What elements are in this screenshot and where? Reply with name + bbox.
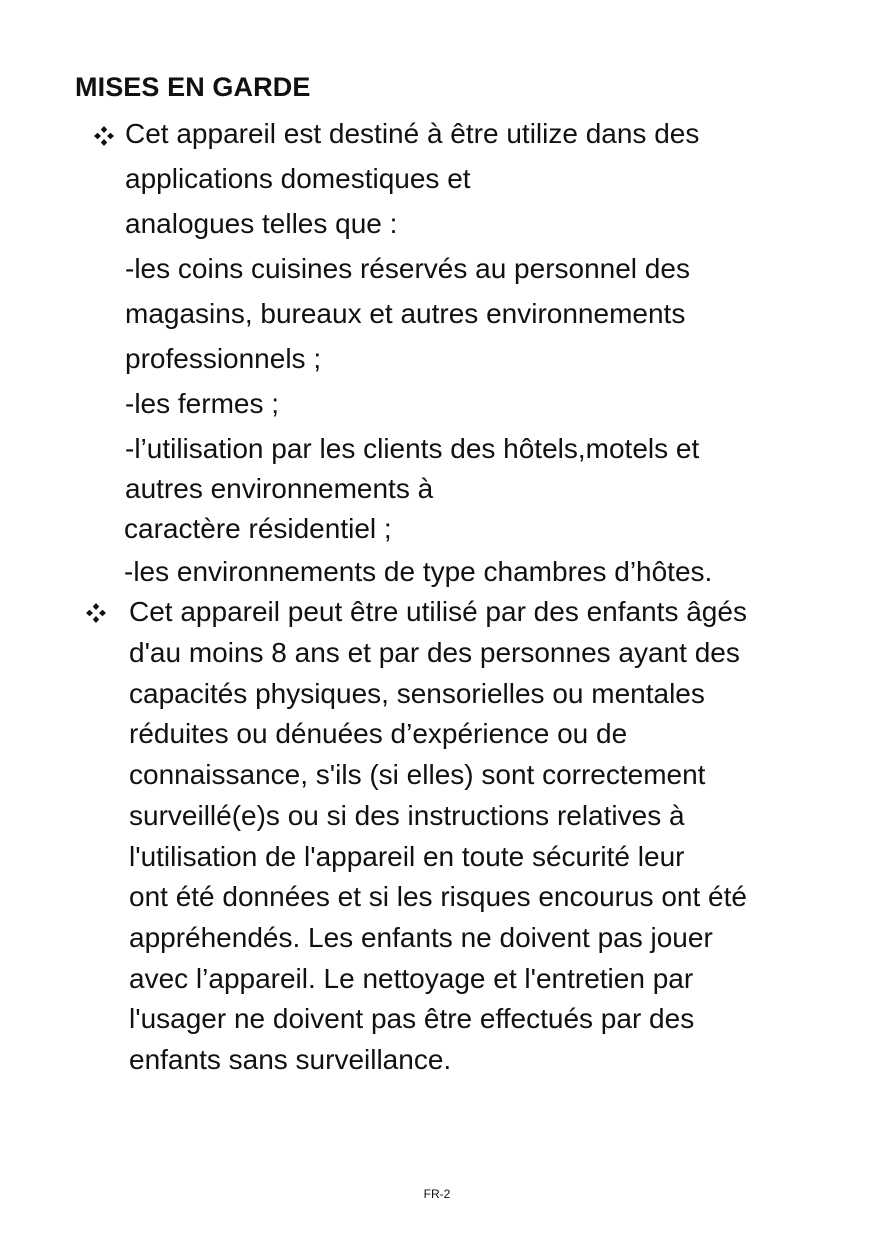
bullet1-line: -l’utilisation par les clients des hôtels,motels et (125, 433, 700, 464)
page-title: MISES EN GARDE (75, 72, 311, 102)
bullet1-line: analogues telles que : (125, 208, 398, 239)
bullet1-line: professionnels ; (125, 343, 322, 374)
bullet2-line: Cet appareil peut être utilisé par des enfants âgés (129, 596, 747, 627)
bullet1-line: caractère résidentiel ; (124, 513, 392, 544)
diamond-bullet-icon (92, 124, 116, 148)
bullet2-line: capacités physiques, sensorielles ou mentales (129, 678, 705, 709)
bullet2-line: d'au moins 8 ans et par des personnes ayant des (129, 637, 740, 668)
bullet2-line: l'utilisation de l'appareil en toute sécurité leur (129, 841, 685, 872)
bullet2-line: avec l’appareil. Le nettoyage et l'entretien par (129, 963, 694, 994)
bullet1-line: magasins, bureaux et autres environnements (125, 298, 686, 329)
page-number: FR-2 (423, 1187, 451, 1201)
diamond-bullet-icon (84, 601, 108, 625)
bullet1-line: -les fermes ; (125, 388, 280, 419)
bullet2-line: l'usager ne doivent pas être effectués par des (129, 1003, 695, 1034)
bullet2-line: appréhendés. Les enfants ne doivent pas jouer (129, 922, 713, 953)
bullet1-line: autres environnements à (125, 473, 434, 504)
bullet1-line: -les coins cuisines réservés au personnel des (125, 253, 690, 284)
bullet1-line: applications domestiques et (125, 163, 471, 194)
bullet1-line: Cet appareil est destiné à être utilize dans des (125, 118, 700, 149)
bullet2-line: ont été données et si les risques encourus ont été (129, 881, 747, 912)
bullet2-line: surveillé(e)s ou si des instructions relatives à (129, 800, 685, 831)
bullet2-line: enfants sans surveillance. (129, 1044, 452, 1075)
bullet2-line: connaissance, s'ils (si elles) sont correctement (129, 759, 706, 790)
bullet2-line: réduites ou dénuées d’expérience ou de (129, 718, 628, 749)
bullet1-line: -les environnements de type chambres d’hôtes. (124, 556, 713, 587)
